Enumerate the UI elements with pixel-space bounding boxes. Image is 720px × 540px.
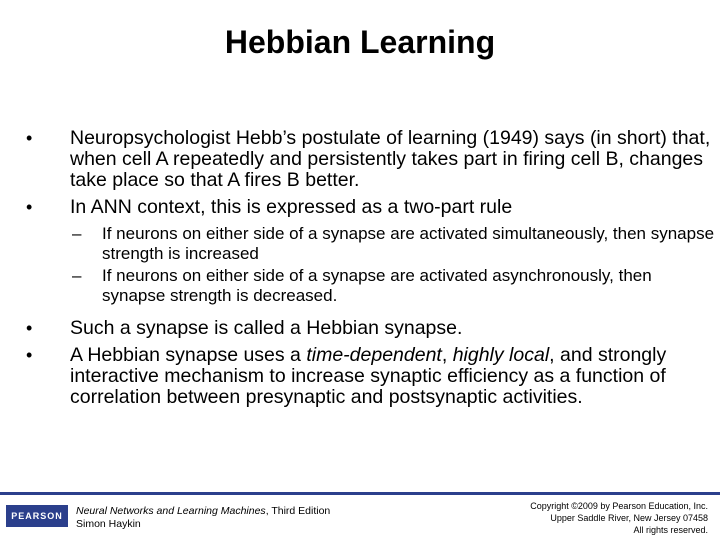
bullet-text-italic: highly local (452, 344, 550, 366)
copyright-line: Upper Saddle River, New Jersey 07458 (550, 513, 708, 523)
bullet-item (26, 197, 716, 218)
copyright-line: All rights reserved. (633, 525, 708, 535)
bullet-text-part: , (441, 344, 453, 366)
book-title: Neural Networks and Learning Machines (76, 505, 266, 517)
book-citation (76, 505, 330, 531)
bullet-text-italic: time-dependent (306, 344, 442, 366)
bullet-text: Such a synapse is called a Hebbian synapse. (70, 317, 463, 339)
bullet-symbol: • (26, 318, 33, 338)
bullet-item (26, 345, 716, 408)
copyright-line: Copyright ©2009 by Pearson Education, Inc. (530, 501, 708, 511)
bullet-item (26, 318, 716, 339)
dash-symbol: – (72, 266, 82, 285)
sub-bullet-item (26, 224, 716, 264)
bullet-symbol: • (26, 128, 33, 148)
sub-bullet-item (26, 266, 716, 306)
sub-bullet-text: If neurons on either side of a synapse are activated simultaneously, then synapse strength is increased (102, 224, 715, 263)
book-edition: , Third Edition (265, 505, 331, 517)
bullet-symbol: • (26, 197, 33, 217)
slide-content (26, 128, 716, 414)
bullet-text: In ANN context, this is expressed as a two-part rule (70, 196, 513, 218)
book-title-line (76, 505, 330, 518)
logo-text: PEARSON (11, 511, 63, 521)
footer-divider (0, 492, 720, 495)
bullet-text-part: , and strongly interactive mechanism to increase synaptic efficiency as a function of correlation between presynaptic and postsynaptic activities. (70, 344, 667, 408)
slide-title: Hebbian Learning (224, 24, 496, 60)
dash-symbol: – (72, 224, 82, 243)
copyright-notice (530, 500, 708, 536)
bullet-text-part: A Hebbian synapse uses a (70, 344, 307, 366)
bullet-text: Neuropsychologist Hebb’s postulate of learning (1949) says (in short) that, when cell A repeatedly and persistently takes part in firing cell B, changes take place so that A fires B better. (70, 127, 711, 191)
book-author: Simon Haykin (76, 518, 141, 530)
bullet-item (26, 128, 716, 191)
bullet-symbol: • (26, 345, 33, 365)
sub-bullet-text: If neurons on either side of a synapse are activated asynchronously, then synapse strength is decreased. (102, 266, 652, 305)
pearson-logo (6, 505, 68, 527)
sub-bullet-list (26, 224, 716, 306)
